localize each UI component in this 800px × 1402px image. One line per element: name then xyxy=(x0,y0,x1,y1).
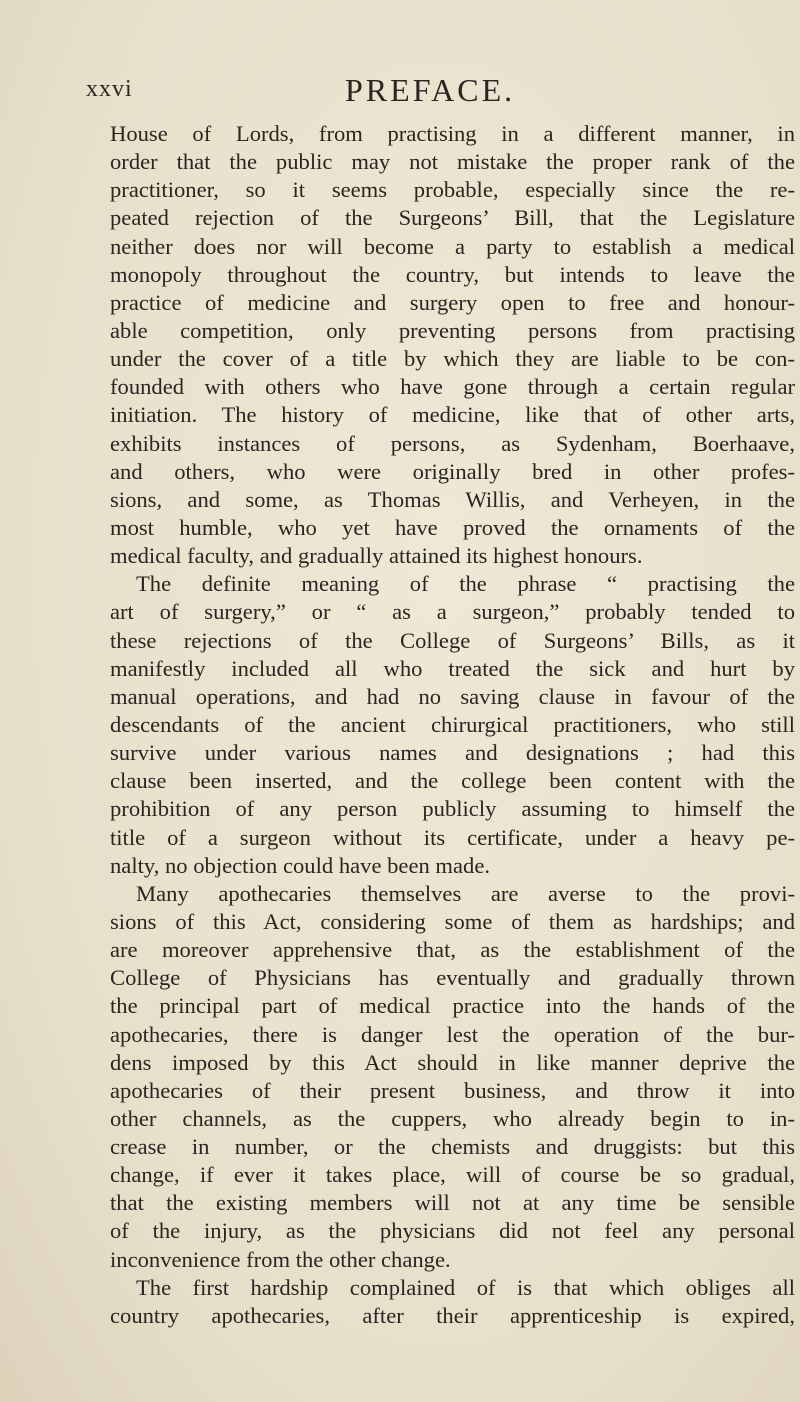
text-line: apothecaries, there is danger lest the operation of the bur- xyxy=(110,1021,795,1047)
text-line: descendants of the ancient chirurgical practitioners, who still xyxy=(110,711,795,737)
text-line: apothecaries of their present business, and throw it into xyxy=(110,1077,795,1103)
text-line: art of surgery,” or “ as a surgeon,” probably tended to xyxy=(110,599,795,625)
text-line: clause been inserted, and the college been content with the xyxy=(110,768,795,794)
text-line: of the injury, as the physicians did not feel any personal xyxy=(110,1218,795,1244)
text-line: other channels, as the cuppers, who already begin to in- xyxy=(110,1105,795,1131)
paragraph xyxy=(110,120,795,570)
text-line: Many apothecaries themselves are averse to the provi- xyxy=(136,880,795,906)
text-line: House of Lords, from practising in a different manner, in xyxy=(110,121,795,146)
text-line: and others, who were originally bred in other profes- xyxy=(110,458,795,484)
text-line: founded with others who have gone through a certain regular xyxy=(110,374,795,400)
text-line: monopoly throughout the country, but intends to leave the xyxy=(110,261,795,287)
body-text xyxy=(110,120,795,1330)
running-title: PREFACE. xyxy=(345,72,516,108)
text-line: practice of medicine and surgery open to free and honour- xyxy=(110,289,795,315)
text-line: order that the public may not mistake the proper rank of the xyxy=(110,149,795,175)
text-line: exhibits instances of persons, as Sydenham, Boerhaave, xyxy=(110,430,795,456)
text-line: under the cover of a title by which they are liable to be con- xyxy=(110,346,795,372)
text-line: survive under various names and designations ; had this xyxy=(110,740,795,766)
page-number: xxvi xyxy=(86,76,133,102)
text-line: dens imposed by this Act should in like manner deprive the xyxy=(110,1049,795,1075)
text-line: The first hardship complained of is that which obliges all xyxy=(136,1274,795,1300)
text-line: peated rejection of the Surgeons’ Bill, that the Legislature xyxy=(110,205,795,231)
paragraph xyxy=(110,1274,795,1330)
text-line: are moreover apprehensive that, as the establishment of the xyxy=(110,937,795,963)
text-line: change, if ever it takes place, will of course be so gradual, xyxy=(110,1162,795,1188)
text-line: neither does nor will become a party to establish a medical xyxy=(110,233,795,259)
text-line: The definite meaning of the phrase “ practising the xyxy=(136,571,795,597)
text-line: title of a surgeon without its certificate, under a heavy pe- xyxy=(110,824,795,850)
text-line: inconvenience from the other change. xyxy=(110,1246,451,1272)
paragraph xyxy=(110,880,795,1274)
text-line: country apothecaries, after their apprenticeship is expired, xyxy=(110,1302,795,1328)
text-line: initiation. The history of medicine, like that of other arts, xyxy=(110,402,795,428)
text-line: College of Physicians has eventually and gradually thrown xyxy=(110,965,795,991)
text-line: prohibition of any person publicly assuming to himself the xyxy=(110,796,795,822)
running-head xyxy=(80,72,740,112)
text-line: crease in number, or the chemists and druggists: but this xyxy=(110,1134,795,1160)
text-line: manifestly included all who treated the sick and hurt by xyxy=(110,655,795,681)
text-line: most humble, who yet have proved the ornaments of the xyxy=(110,514,795,540)
text-line: medical faculty, and gradually attained its highest honours. xyxy=(110,543,643,569)
text-line: the principal part of medical practice into the hands of the xyxy=(110,993,795,1019)
text-line: sions, and some, as Thomas Willis, and Verheyen, in the xyxy=(110,486,795,512)
text-line: these rejections of the College of Surgeons’ Bills, as it xyxy=(110,627,795,653)
text-line: manual operations, and had no saving clause in favour of the xyxy=(110,683,795,709)
paragraph xyxy=(110,570,795,880)
text-line: sions of this Act, considering some of them as hardships; and xyxy=(110,908,795,934)
text-line: nalty, no objection could have been made. xyxy=(110,852,490,878)
text-line: able competition, only preventing persons from practising xyxy=(110,317,795,343)
text-line: that the existing members will not at any time be sensible xyxy=(110,1190,795,1216)
text-line: practitioner, so it seems probable, especially since the re- xyxy=(110,177,795,203)
